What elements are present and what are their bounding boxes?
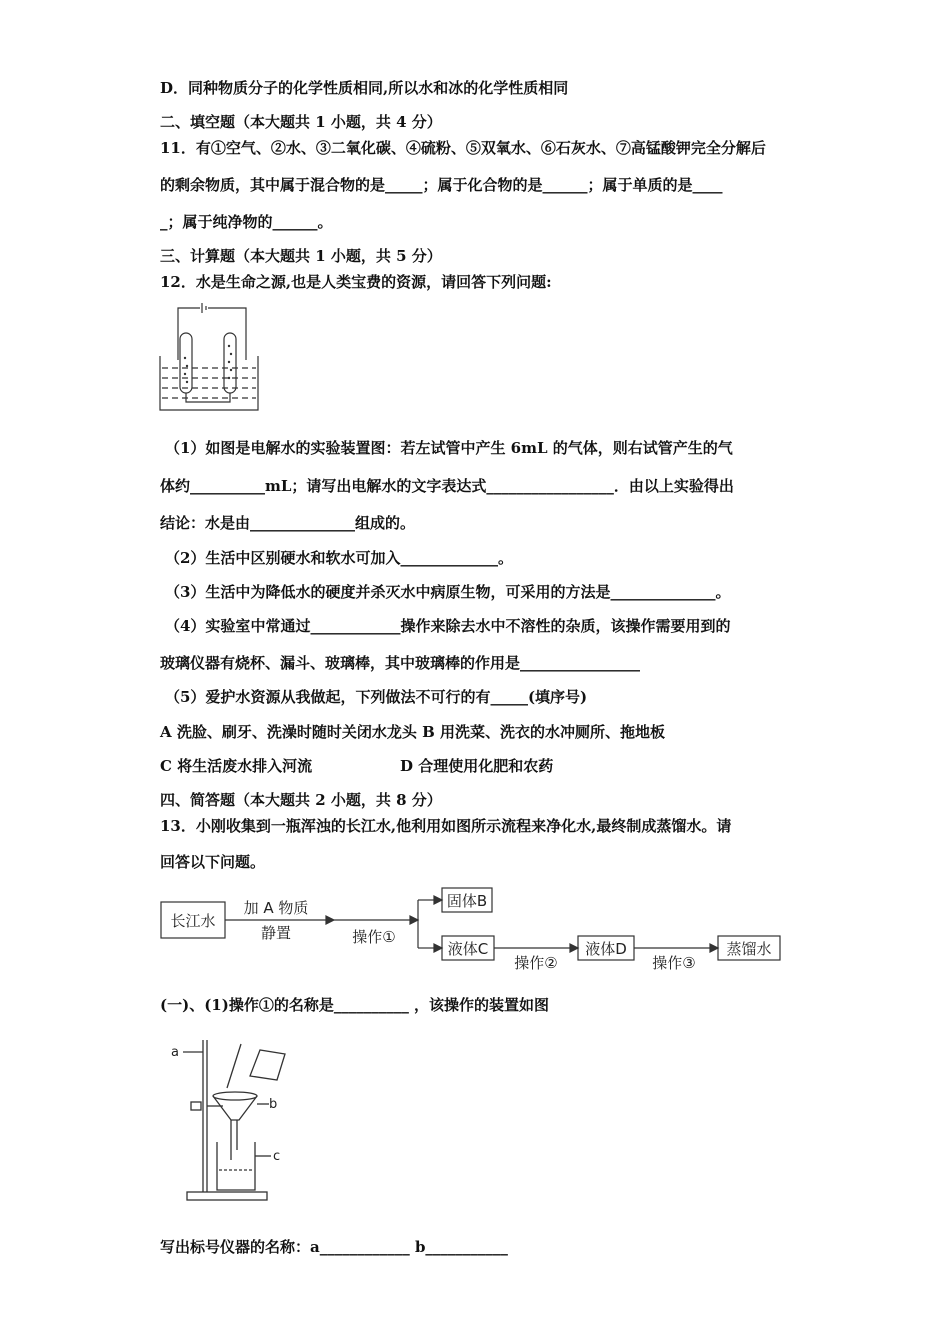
question-13-line1: 13．小刚收集到一瓶浑浊的长江水,他利用如图所示流程来净化水,最终制成蒸馏水。请: [160, 817, 732, 835]
section-short-answer: 四、简答题（本大题共 2 小题，共 8 分）: [160, 791, 442, 809]
options-a-b: A 洗脸、刷牙、洗澡时随时关闭水龙头 B 用洗菜、洗衣的水冲厕所、拖地板: [160, 723, 665, 741]
section-fill-in: 二、填空题（本大题共 1 小题，共 4 分）: [160, 113, 442, 131]
label-add-a: 加 A 物质: [243, 899, 309, 917]
question-11-line3: _；属于纯净物的______。: [160, 213, 333, 231]
question-13-1: (一)、(1)操作①的名称是__________ ，该操作的装置如图: [160, 996, 550, 1014]
question-12: 12．水是生命之源,也是人类宝费的资源，请回答下列问题:: [160, 273, 552, 291]
option-d-fertilizer: D 合理使用化肥和农药: [400, 757, 554, 775]
purification-flow-diagram: [158, 880, 798, 980]
question-12-4-line1: （4）实验室中常通过____________操作来除去水中不溶性的杂质，该操作需要用到的: [165, 617, 731, 635]
filtration-apparatus: [165, 1030, 295, 1205]
question-12-1-line1: （1）如图是电解水的实验装置图：若左试管中产生 6mL 的气体，则右试管产生的气: [165, 439, 733, 457]
label-op1: 操作①: [352, 928, 396, 946]
label-distilled-water: 蒸馏水: [726, 940, 772, 958]
question-12-1-line2: 体约__________mL；请写出电解水的文字表达式_________________．由以上实验得出: [160, 477, 734, 495]
option-c: C 将生活废水排入河流: [160, 757, 313, 775]
label-liquid-c: 液体C: [447, 940, 489, 958]
question-13-2: 写出标号仪器的名称：a____________ b___________: [160, 1238, 508, 1256]
label-c: c: [273, 1149, 281, 1164]
electrolysis-apparatus: [158, 298, 268, 418]
label-yangtze-water: 长江水: [170, 912, 216, 930]
question-12-2: （2）生活中区别硬水和软水可加入_____________。: [165, 549, 513, 567]
question-11-line1: 11．有①空气、②水、③二氧化碳、④硫粉、⑤双氧水、⑥石灰水、⑦高锰酸钾完全分解后: [160, 139, 766, 157]
section-calculation: 三、计算题（本大题共 1 小题，共 5 分）: [160, 247, 442, 265]
label-op3: 操作③: [652, 954, 696, 972]
label-settle: 静置: [260, 924, 292, 942]
question-12-3: （3）生活中为降低水的硬度并杀灭水中病原生物，可采用的方法是______________。: [165, 583, 731, 601]
question-12-4-line2: 玻璃仪器有烧杯、漏斗、玻璃棒，其中玻璃棒的作用是________________: [160, 654, 641, 672]
label-b: b: [269, 1097, 278, 1112]
question-13-line2: 回答以下问题。: [160, 853, 266, 871]
option-d: D．同种物质分子的化学性质相同,所以水和冰的化学性质相同: [160, 79, 569, 97]
question-12-1-line3: 结论：水是由______________组成的。: [160, 514, 416, 532]
label-a: a: [171, 1045, 179, 1060]
label-solid-b: 固体B: [446, 892, 488, 910]
question-12-5: （5）爱护水资源从我做起，下列做法不可行的有_____(填序号): [165, 688, 588, 706]
label-op2: 操作②: [514, 954, 558, 972]
label-liquid-d: 液体D: [585, 940, 627, 958]
question-11-line2: 的剩余物质，其中属于混合物的是_____；属于化合物的是______；属于单质的是____: [160, 176, 723, 194]
